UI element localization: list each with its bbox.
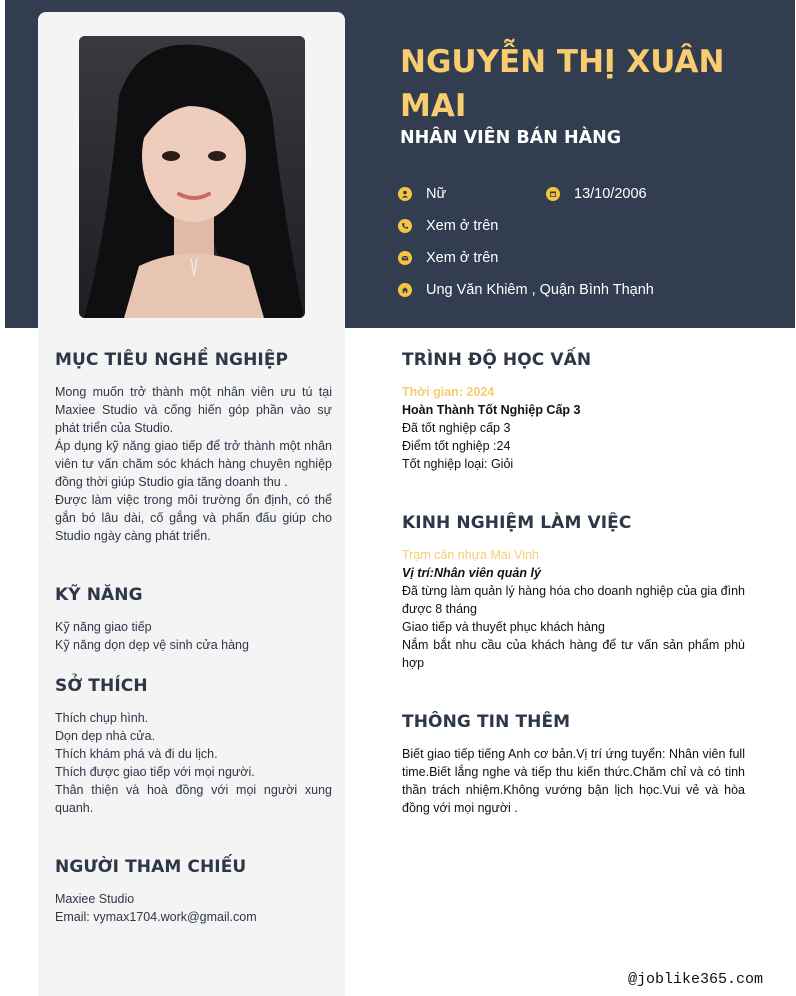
objective-title: MỤC TIÊU NGHỀ NGHIỆP (55, 350, 289, 370)
reference-email: Email: vymax1704.work@gmail.com (55, 910, 257, 924)
additional-title: THÔNG TIN THÊM (402, 712, 571, 732)
calendar-icon (546, 187, 560, 201)
hobbies-list (55, 709, 332, 817)
experience-title: KINH NGHIỆM LÀM VIỆC (402, 513, 632, 533)
objective-paragraph: Được làm việc trong môi trường ổn định, có thể gắn bó lâu dài, cố gắng và phấn đấu giúp cho Studio ngày càng phát triển. (55, 493, 332, 543)
hobby-item: Dọn dẹp nhà cửa. (55, 729, 156, 743)
candidate-name: NGUYỄN THỊ XUÂN MAI (400, 44, 725, 124)
hobby-item: Thích chụp hình. (55, 711, 149, 725)
skill-item: Kỹ năng giao tiếp (55, 620, 152, 634)
info-address (398, 282, 654, 298)
experience-position: Vị trí:Nhân viên quản lý (402, 566, 541, 580)
skills-title: KỸ NĂNG (55, 585, 143, 605)
hobbies-title: SỞ THÍCH (55, 676, 148, 696)
info-email (398, 250, 498, 266)
watermark: @joblike365.com (628, 971, 764, 988)
home-icon (398, 283, 412, 297)
experience-line: Đã từng làm quản lý hàng hóa cho doanh nghiệp của gia đình được 8 tháng (402, 584, 745, 616)
objective-paragraph: Mong muốn trở thành một nhân viên ưu tú tại Maxiee Studio và cống hiến góp phần vào sự phát triển của Studio. (55, 385, 332, 435)
gender-value: Nữ (426, 186, 447, 202)
info-gender (398, 186, 446, 202)
birthday-value: 13/10/2006 (574, 186, 647, 202)
objective-block (55, 383, 332, 545)
job-title: NHÂN VIÊN BÁN HÀNG (400, 128, 622, 148)
additional-block (402, 745, 745, 817)
skills-list (55, 618, 332, 654)
user-icon (398, 187, 412, 201)
phone-value: Xem ở trên (426, 218, 499, 234)
references-title: NGƯỜI THAM CHIẾU (55, 857, 247, 877)
experience-company: Trạm cân nhựa Mai Vinh (402, 548, 539, 562)
hobby-item: Thân thiện và hoà đồng với mọi người xung quanh. (55, 783, 332, 815)
experience-line: Giao tiếp và thuyết phục khách hàng (402, 620, 605, 634)
additional-text: Biết giao tiếp tiếng Anh cơ bản.Vị trí ứng tuyển: Nhân viên full time.Biết lắng nghe và tiếp thu kiến thức.Chăm chỉ và có tinh thần trách nhiệm.Không vướng bận lịch học.Vui vẻ và hòa đồng với mọi người . (402, 747, 745, 815)
education-block (402, 383, 745, 473)
objective-paragraph: Áp dụng kỹ năng giao tiếp để trở thành một nhân viên tư vấn chăm sóc khách hàng chuyên nghiệp đồng thời giúp Studio gia tăng doanh thu . (55, 439, 332, 489)
education-degree: Hoàn Thành Tốt Nghiệp Cấp 3 (402, 403, 581, 417)
education-line: Đã tốt nghiệp cấp 3 (402, 421, 511, 435)
mail-icon (398, 251, 412, 265)
education-line: Điểm tốt nghiệp :24 (402, 439, 511, 453)
portrait-image (79, 36, 305, 318)
experience-line: Nắm bắt nhu cầu của khách hàng để tư vấn sản phẩm phù hợp (402, 638, 745, 670)
education-title: TRÌNH ĐỘ HỌC VẤN (402, 350, 592, 370)
email-value: Xem ở trên (426, 250, 499, 266)
info-birthday (546, 186, 647, 202)
phone-icon (398, 219, 412, 233)
references-list (55, 890, 332, 926)
hobby-item: Thích khám phá và đi du lịch. (55, 747, 218, 761)
education-time: Thời gian: 2024 (402, 385, 495, 399)
skill-item: Kỹ năng dọn dẹp vệ sinh cửa hàng (55, 638, 249, 652)
hobby-item: Thích được giao tiếp với mọi người. (55, 765, 255, 779)
education-line: Tốt nghiệp loại: Giỏi (402, 457, 514, 471)
reference-item: Maxiee Studio (55, 892, 135, 906)
info-phone (398, 218, 498, 234)
profile-photo (79, 36, 305, 318)
address-value: Ung Văn Khiêm , Quận Bình Thạnh (426, 282, 654, 298)
experience-block (402, 546, 745, 672)
